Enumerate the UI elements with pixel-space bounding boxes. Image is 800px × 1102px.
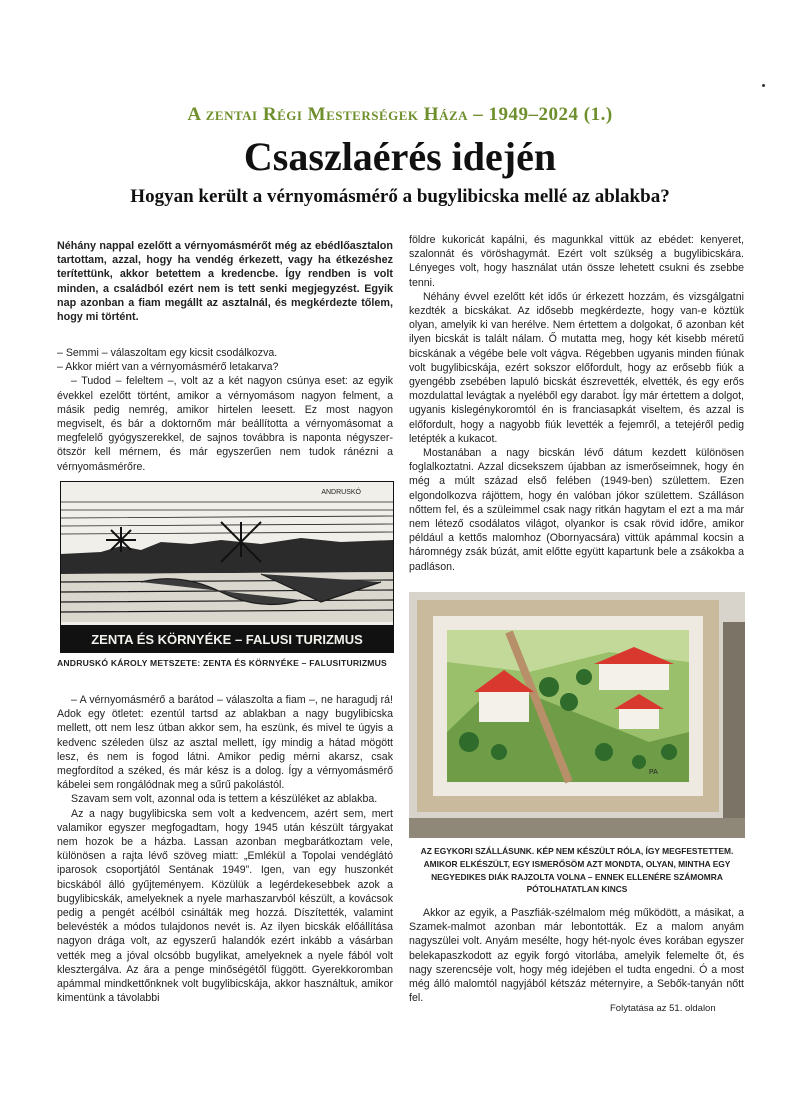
- woodcut-illustration: [61, 482, 393, 652]
- woodcut-banner-text: ZENTA ÉS KÖRNYÉKE – FALUSI TURIZMUS: [91, 632, 363, 647]
- paragraph: Szavam sem volt, azonnal oda is tettem a készüléket az ablakba.: [71, 793, 378, 806]
- figure1-caption: ANDRUSKÓ KÁROLY METSZETE: ZENTA ÉS KÖRNYÉKE – FALUSITURIZMUS: [57, 658, 387, 668]
- painting-illustration: [409, 592, 745, 838]
- paragraph: Néhány évvel ezelőtt két idős úr érkezett hozzám, és vizsgálgatni kezdték a bicskákat. Az idősebb megkérdezte, hogy van-e köztük olyan, amelyik ki van herélve. Nem értettem a dolgokat, ő azonban két ilyen bicskát is talált nálam. Ő mutatta meg, hogy két kisebb méretű bicskának a végébe bele volt vágva. Régebben ugyanis minden fiúnak volt bugylibicskája, ezért sokszor előfordult, hogy az erősebb fiúk a gyengébb zsebében lapuló bicskát észrevették, elvették, és egy erős mozdulattal levágtak a nyeléből egy darabot. Így már értettem a dolgot, ugyanis kislegénykoromtól én is franciasapkát viseltem, és azzal is előfordult, hogy a nagyobb fiúk levették a fejemről, a tetejéről pedig letépték a kukacot.: [409, 290, 744, 445]
- painting-signature: PA: [649, 769, 658, 776]
- lead-paragraph: Néhány nappal ezelőtt a vérnyomásmérőt még az ebédlőasztalon tartottam, azzal, hogy ha vendég érkezett, vagy ha étkezéshez terítettünk, akkor betettem a kredencbe. Így rendben is volt minden, a családból ezért nem is tett senki megjegyzést. Egyik nap azonban a fiam megállt az asztalnál, és megkérdezte tőlem, hogy mi történt.: [57, 240, 393, 324]
- paragraph: – Tudod – feleltem –, volt az a két nagyon csúnya eset: az egyik évekkel ezelőtt történt, amikor a vérnyomásom nagyon felment, a másik pedig nemrég, amikor hirtelen leesett. Ez most nagyon megviselt, és bár a doktornőm már beállította a vérnyomásomat a megfelelő gyógyszerekkel, de sajnos továbbra is naponta négyszer-ötször kell mérnem, és már egyszerűen nem tudok ránézni a vérnyomásmérőre.: [57, 375, 393, 473]
- woodcut-image: [60, 481, 394, 653]
- article-subtitle: Hogyan került a vérnyomásmérő a bugylibicska mellé az ablakba?: [130, 186, 670, 207]
- column-left-bottom: [57, 693, 393, 1005]
- page-dot: [762, 84, 765, 87]
- continued-note: Folytatása az 51. oldalon: [610, 1003, 716, 1014]
- paragraph: Mostanában a nagy bicskán lévő dátum kezdett különösen foglalkoztatni. Azzal dicsekszem újabban az ismerőseimnek, hogy én még a múlt század első felében (1949-ben) születtem. Ezen elgondolkozva rájöttem, hogy én valóban jókor születtem. Szálláson nőttem fel, és a szüleimmel csak nagy ritkán hagytam el ezt a ma már nem létező csodálatos világot, olyankor is csak rövid időre, amikor például a kettős malomhoz (Obornyacsára) vittük apámmal kocsin a háromnégy zsák búzát, amit előtte együtt kapartunk bele a zsákokba a padláson.: [409, 447, 744, 573]
- article-kicker: A zentai Régi Mesterségek Háza – 1949–2024 (1.): [187, 104, 613, 125]
- article-title: Csaszlaérés idején: [243, 134, 557, 179]
- figure2-caption: AZ EGYKORI SZÁLLÁSUNK. KÉP NEM KÉSZÜLT RÓLA, ÍGY MEGFESTETTEM. AMIKOR ELKÉSZÜLT, EGY ISMERŐSÖM AZT MONDTA, OLYAN, MINTHA EGY NEGYEDIKES DIÁK RAJZOLTA VOLNA – ENNEK ELLENÉRE SZÁMOMRA PÓTOLHATATLAN KINCS: [420, 846, 734, 895]
- column-left-top: [57, 346, 393, 474]
- paragraph: – A vérnyomásmérő a barátod – válaszolta a fiam –, ne haragudj rá! Adok egy ötletet: ezentúl tartsd az ablakban a nagy bugylibicska mellett, ott nem lesz útban akkor sem, ha eszünk, és mivel te úgyis a kedvenc széleden ülsz az asztal mellett, így mindig a hátad mögött lesz, és nem is fogod látni. Amikor pedig mérni akarsz, csak megfordítod a széked, és már kész is a dolog. Így a vérnyomásmérő kábelei sem rongálódnak meg a sűrű pakolástól.: [57, 694, 393, 792]
- column-right-top: [409, 233, 744, 574]
- paragraph: földre kukoricát kapálni, és magunkkal vittük az ebédet: kenyeret, szalonnát és vöröshagymát. Ezért volt szükség a bugylibicskára. Lényeges volt, hogy használat után össze lehetett csukni és zsebbe tenni.: [409, 234, 744, 289]
- woodcut-signature: ANDRUSKÓ: [321, 489, 361, 496]
- painting-photo: [409, 592, 745, 838]
- column-right-bottom: [409, 906, 744, 1005]
- paragraph: – Akkor miért van a vérnyomásmérő letakarva?: [57, 361, 279, 374]
- paragraph: Az a nagy bugylibicska sem volt a kedvencem, azért sem, mert valamikor egyszer megfogadtam, hogy 1945 után készült tárgyakat nem hozok be a házba. Lassan azonban megbarátkoztam vele, különösen a rajta lévő szöveg miatt: „Emlékül a Topolai vendéglátó iparosok csoportjától Sentának 1949”. Igen, van egy huszonkét bicskából álló gyűjteményem. Közülük a legérdekesebbek azok a bugylibicskák, amelyeknek a nyele marhaszarvból készült, a kovácsok pedig a pengét acélból csinálták meg hozzá. Díszítették, valamint belevésték a módos tulajdonos nevét is. Az ilyen bicskák előállítása nagyon drága volt, az egyszerű halandók ezért inkább a vásárban vették meg a jóval olcsóbb bugylikat, amelyeknek a nyele fából volt klesztergálva. Az ára a penge minőségétől függött. Gyerekkoromban apámmal mindkettőnknek volt bugylibicskája, akkor használtuk, amikor kimentünk a távolabbi: [57, 807, 393, 1005]
- paragraph: – Semmi – válaszoltam egy kicsit csodálkozva.: [57, 347, 278, 359]
- paragraph: Akkor az egyik, a Paszfiák-szélmalom még működött, a másikat, a Szamek-malmot azonban már lebontották. Ez a malom anyám nagyszülei volt. Anyám mesélte, hogy hét-nyolc éves korában egyszer belekapaszkodott az egyik forgó vitorlába, amelyik felemelte őt, és nagy szerencséje volt, hogy még idejében el tudta engedni. Ó a most még álló malomtól nagyjából kétszáz méternyire, a Sebők-tanyán nőtt fel.: [409, 907, 744, 1005]
